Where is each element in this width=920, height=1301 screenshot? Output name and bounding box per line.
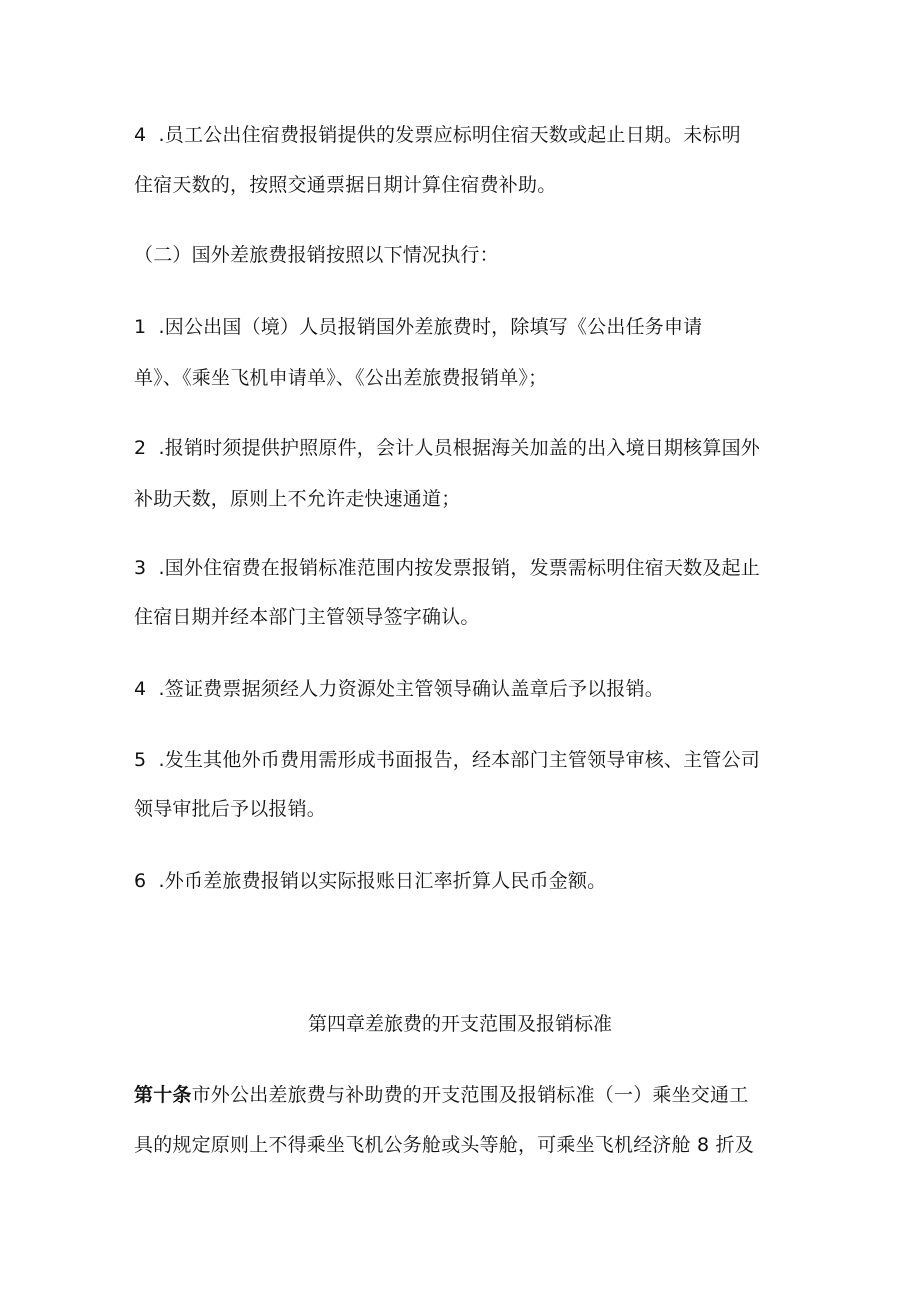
item-5-line-1 [134,746,804,774]
item-text: .因公出国（境）人员报销国外差旅费时，除填写《公出任务申请 [152,316,703,338]
item-text: .国外住宿费在报销标准范围内按发票报销，发票需标明住宿天数及起止 [152,557,760,579]
item-number: 4 [134,124,147,146]
paragraph-text: .员工公出住宿费报销提供的发票应标明住宿天数或起止日期。未标明 [152,124,741,146]
section-2-title: （二）国外差旅费报销按照以下情况执行： [134,244,499,266]
item-2-line-2: 补助天数，原则上不允许走快速通道； [134,488,461,510]
item-3-line-2: 住宿日期并经本部门主管领导签字确认。 [134,606,480,628]
item-1-line-1 [134,313,804,341]
item-text: .发生其他外币费用需形成书面报告，经本部门主管领导审核、主管公司 [152,749,760,771]
item-number: 2 [134,437,147,459]
article-10-line-1 [134,1081,804,1109]
paragraph-4-line-2: 住宿天数的，按照交通票据日期计算住宿费补助。 [134,174,557,196]
item-1-line-2: 单》、《乘坐飞机申请单》、《公出差旅费报销单》； [134,367,548,389]
article-10-line-2: 具的规定原则上不得乘坐飞机公务舱或头等舱，可乘坐飞机经济舱 8 折及 [134,1134,754,1156]
item-text: .外币差旅费报销以实际报账日汇率折算人民币金额。 [152,870,607,892]
article-text: 市外公出差旅费与补助费的开支范围及报销标准（一）乘坐交通工 [191,1084,749,1106]
item-number: 4 [134,678,147,700]
item-number: 3 [134,557,147,579]
item-2-line-1 [134,434,804,462]
item-4-line-1 [134,675,804,703]
paragraph-4-line-1 [134,121,804,149]
item-number: 1 [134,316,147,338]
item-6-line-1 [134,867,804,895]
article-label: 第十条 [134,1084,192,1106]
item-number: 5 [134,749,147,771]
item-text: .报销时须提供护照原件，会计人员根据海关加盖的出入境日期核算国外 [152,437,760,459]
chapter-heading: 第四章差旅费的开支范围及报销标准 [307,1013,612,1035]
item-3-line-1 [134,554,804,582]
item-text: .签证费票据须经人力资源处主管领导确认盖章后予以报销。 [152,678,664,700]
item-5-line-2: 领导审批后予以报销。 [134,798,327,820]
item-number: 6 [134,870,147,892]
